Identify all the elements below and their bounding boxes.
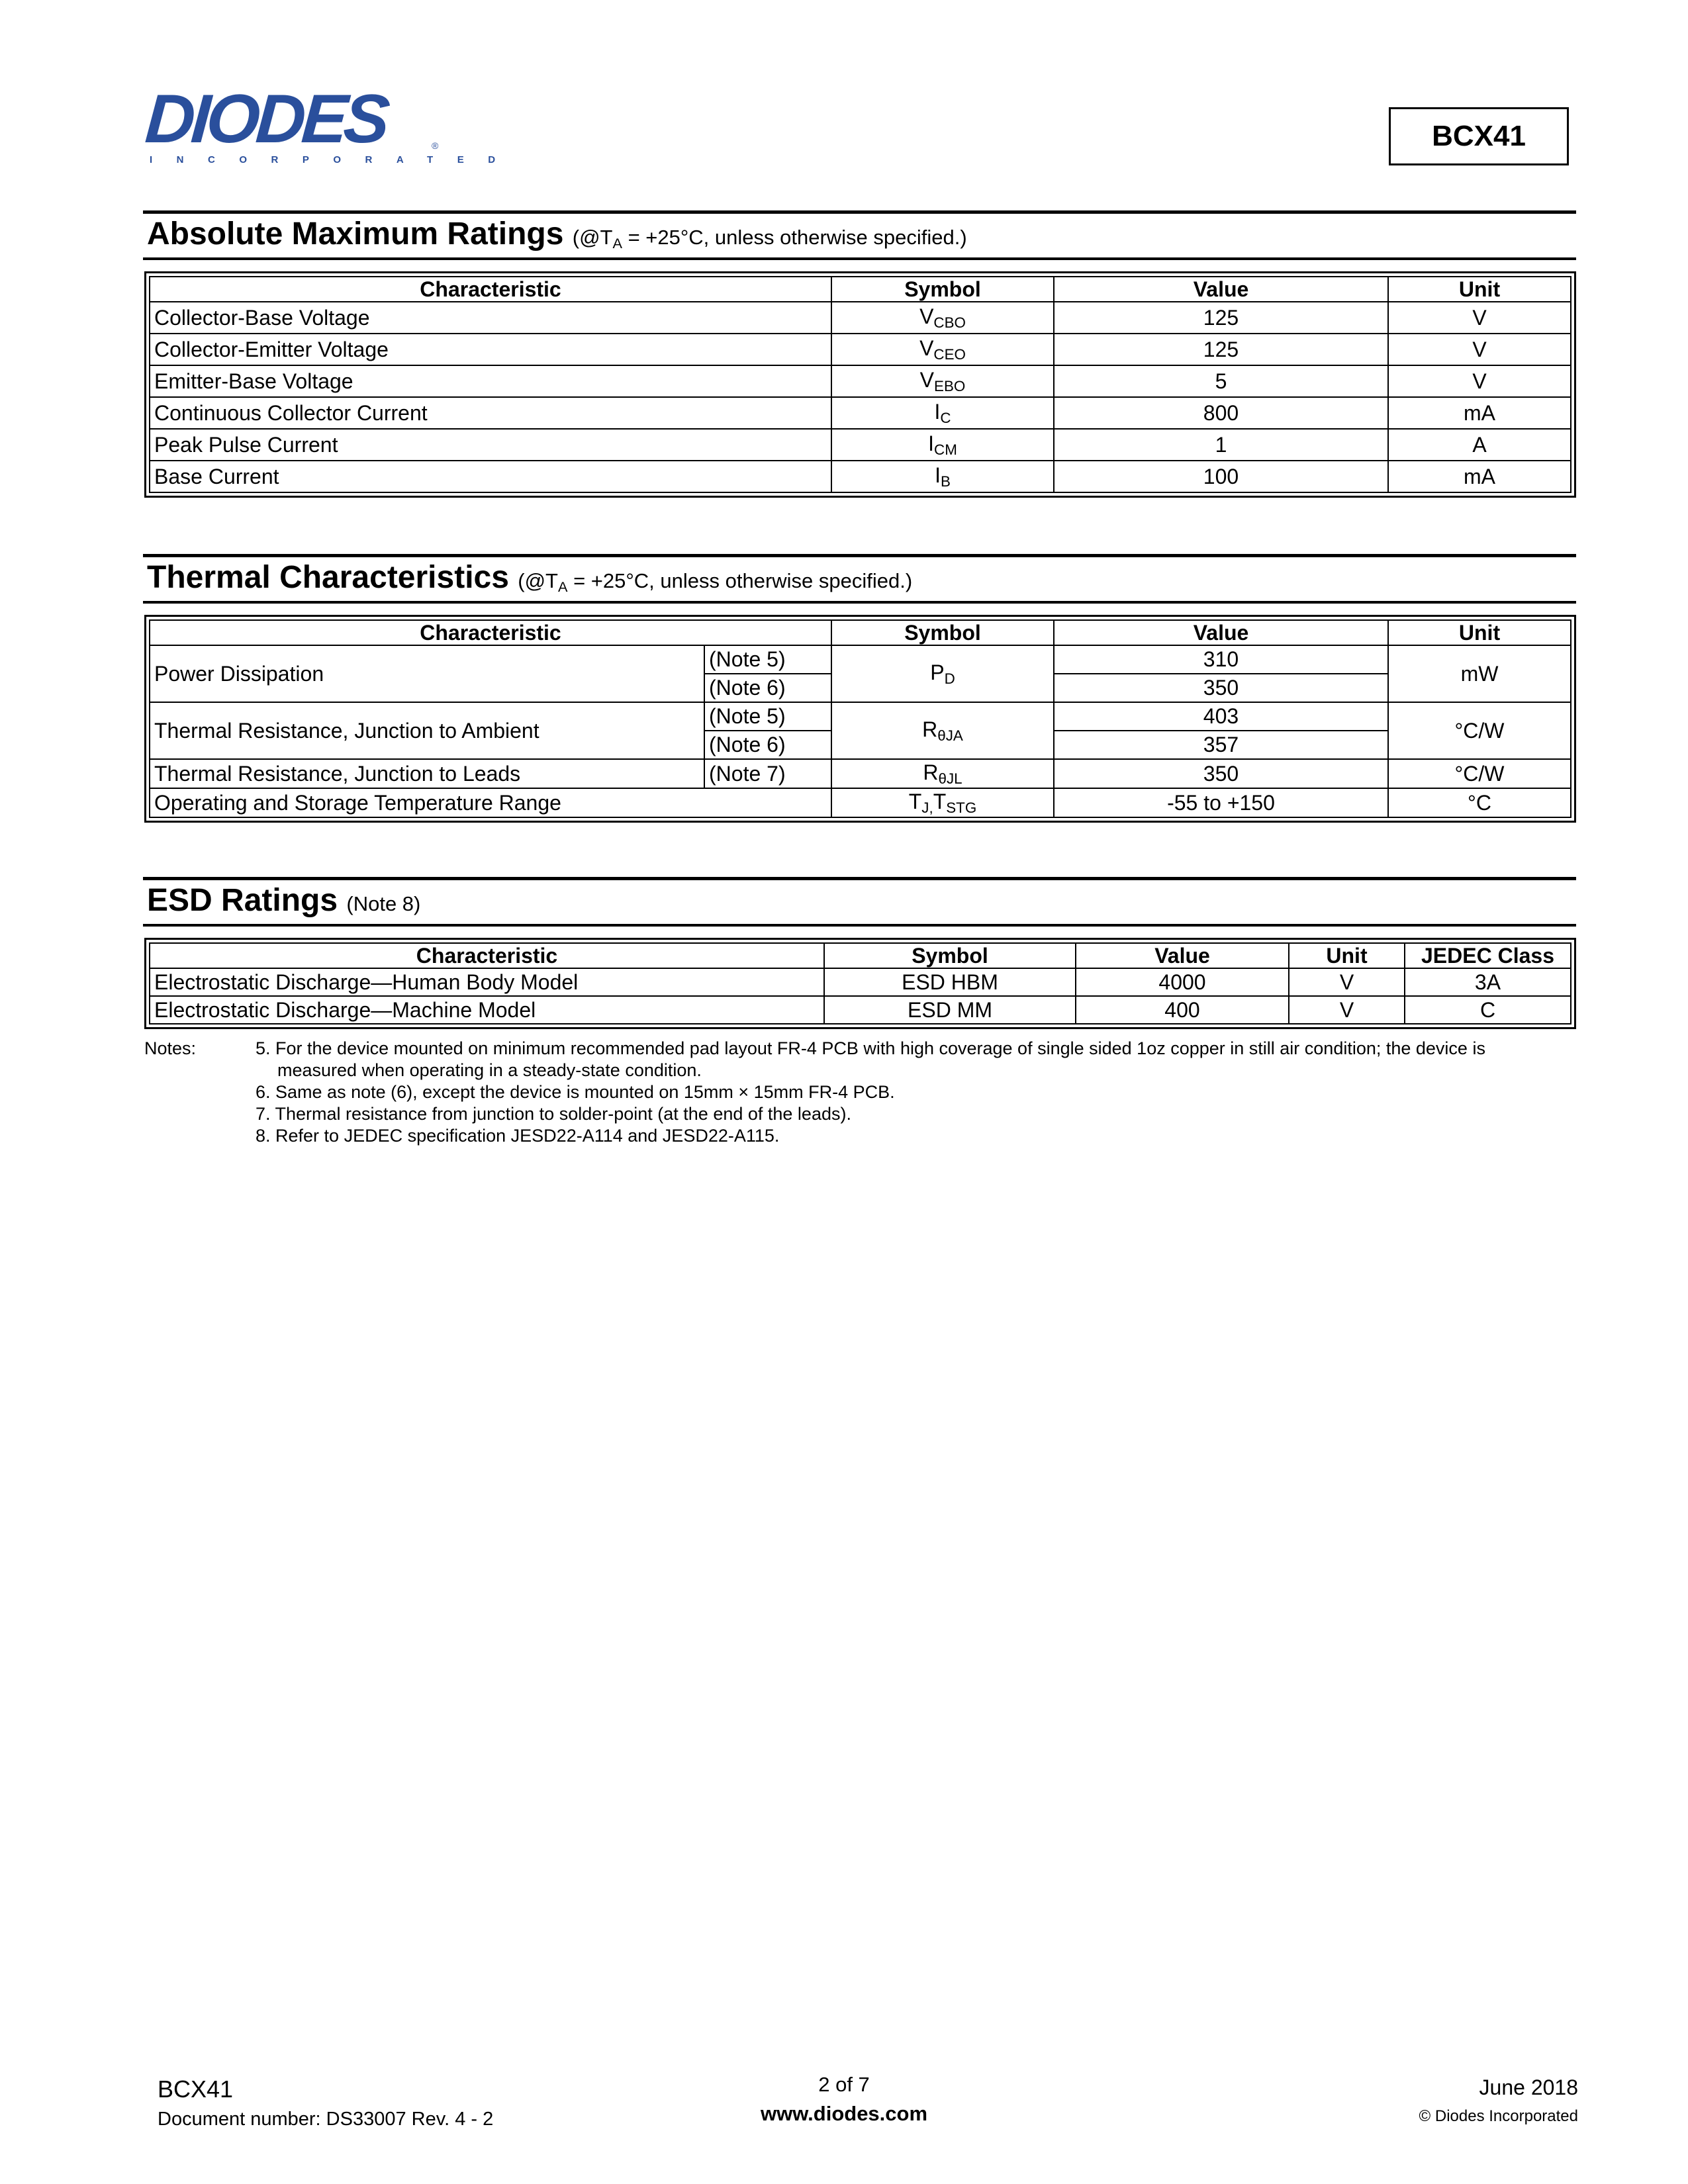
- footer-date: June 2018: [1479, 2075, 1578, 2099]
- cell-unit: mA: [1388, 461, 1571, 492]
- section-rule: [143, 924, 1576, 927]
- cell-unit: °C: [1388, 788, 1571, 817]
- cell-symbol: TJ,TSTG: [831, 788, 1054, 817]
- table-row: [150, 759, 1571, 788]
- section-title-abs-max: [147, 216, 967, 252]
- footer-part-number: BCX41: [158, 2075, 234, 2103]
- note-7: 7. Thermal resistance from junction to solder-point (at the end of the leads).: [256, 1104, 851, 1124]
- cell-symbol: RθJA: [831, 702, 1054, 759]
- cell-unit: V: [1388, 365, 1571, 397]
- header-symbol: Symbol: [831, 277, 1054, 302]
- cell-symbol: IC: [831, 397, 1054, 429]
- table-row: [150, 365, 1571, 397]
- cell-symbol: VCEO: [831, 334, 1054, 365]
- table-row: [150, 702, 1571, 731]
- thermal-condition: (@TA = +25°C, unless otherwise specified.): [518, 569, 913, 596]
- cell-note: (Note 6): [704, 731, 831, 759]
- section-rule: [143, 210, 1576, 214]
- table-header-row: [150, 277, 1571, 302]
- cell-note: (Note 7): [704, 759, 831, 788]
- cell-characteristic: Thermal Resistance, Junction to Leads: [150, 759, 704, 788]
- cell-jedec-class: 3A: [1405, 968, 1571, 996]
- thermal-table: [144, 615, 1576, 823]
- cell-note: (Note 5): [704, 645, 831, 674]
- table-row: [150, 968, 1571, 996]
- cell-note: (Note 6): [704, 674, 831, 702]
- abs-max-table: [144, 271, 1576, 498]
- cell-value: 125: [1054, 334, 1388, 365]
- cell-value: 1: [1054, 429, 1388, 461]
- table-row: [150, 397, 1571, 429]
- header-symbol: Symbol: [831, 620, 1054, 645]
- cell-characteristic: Collector-Base Voltage: [150, 302, 831, 334]
- registered-mark: ®: [432, 140, 439, 151]
- thermal-title: Thermal Characteristics: [147, 560, 509, 595]
- cell-characteristic: Thermal Resistance, Junction to Ambient: [150, 702, 704, 759]
- cell-characteristic: Emitter-Base Voltage: [150, 365, 831, 397]
- cell-unit: V: [1289, 996, 1405, 1024]
- cell-unit: °C/W: [1388, 702, 1571, 759]
- diodes-logo: DIODES: [142, 81, 389, 158]
- cell-value: 403: [1054, 702, 1388, 731]
- table-row: [150, 429, 1571, 461]
- section-rule: [143, 554, 1576, 557]
- header-jedec-class: JEDEC Class: [1405, 943, 1571, 968]
- cell-value: 310: [1054, 645, 1388, 674]
- header-characteristic: Characteristic: [150, 620, 831, 645]
- cell-symbol: ESD MM: [824, 996, 1076, 1024]
- table-row: [150, 302, 1571, 334]
- cell-value: 5: [1054, 365, 1388, 397]
- cell-value: 125: [1054, 302, 1388, 334]
- header-value: Value: [1054, 277, 1388, 302]
- cell-value: 4000: [1076, 968, 1289, 996]
- header-symbol: Symbol: [824, 943, 1076, 968]
- cell-value: -55 to +150: [1054, 788, 1388, 817]
- table-row: [150, 645, 1571, 674]
- cell-symbol: VEBO: [831, 365, 1054, 397]
- cell-symbol: ESD HBM: [824, 968, 1076, 996]
- cell-note: (Note 5): [704, 702, 831, 731]
- cell-characteristic: Power Dissipation: [150, 645, 704, 702]
- cell-characteristic: Continuous Collector Current: [150, 397, 831, 429]
- header-value: Value: [1076, 943, 1289, 968]
- abs-max-condition: (@TA = +25°C, unless otherwise specified.): [572, 226, 967, 252]
- cell-unit: V: [1388, 302, 1571, 334]
- cell-symbol: ICM: [831, 429, 1054, 461]
- header-unit: Unit: [1388, 620, 1571, 645]
- cell-unit: V: [1289, 968, 1405, 996]
- table-row: [150, 334, 1571, 365]
- section-title-esd: [147, 882, 420, 919]
- header-unit: Unit: [1388, 277, 1571, 302]
- cell-symbol: VCBO: [831, 302, 1054, 334]
- table-row: [150, 788, 1571, 817]
- cell-unit: mA: [1388, 397, 1571, 429]
- section-rule: [143, 257, 1576, 260]
- section-rule: [143, 601, 1576, 604]
- esd-table: [144, 938, 1576, 1029]
- cell-value: 357: [1054, 731, 1388, 759]
- notes-label: Notes:: [144, 1038, 197, 1058]
- cell-value: 100: [1054, 461, 1388, 492]
- part-number-box: [1389, 107, 1569, 165]
- cell-symbol: IB: [831, 461, 1054, 492]
- header-unit: Unit: [1289, 943, 1405, 968]
- table-row: [150, 461, 1571, 492]
- abs-max-title: Absolute Maximum Ratings: [147, 216, 564, 251]
- cell-unit: A: [1388, 429, 1571, 461]
- cell-unit: mW: [1388, 645, 1571, 702]
- note-8: 8. Refer to JEDEC specification JESD22-A114 and JESD22-A115.: [256, 1126, 780, 1146]
- cell-unit: °C/W: [1388, 759, 1571, 788]
- header-characteristic: Characteristic: [150, 277, 831, 302]
- table-header-row: [150, 943, 1571, 968]
- cell-value: 350: [1054, 674, 1388, 702]
- footer-document-number: Document number: DS33007 Rev. 4 - 2: [158, 2109, 494, 2130]
- cell-jedec-class: C: [1405, 996, 1571, 1024]
- cell-value: 800: [1054, 397, 1388, 429]
- cell-symbol: RθJL: [831, 759, 1054, 788]
- cell-characteristic: Collector-Emitter Voltage: [150, 334, 831, 365]
- esd-note: (Note 8): [346, 892, 421, 915]
- footer-url[interactable]: www.diodes.com: [760, 2102, 928, 2125]
- cell-characteristic: Electrostatic Discharge—Human Body Model: [150, 968, 824, 996]
- cell-characteristic: Base Current: [150, 461, 831, 492]
- section-title-thermal: [147, 559, 912, 596]
- logo-subtext: INCORPORATED: [150, 154, 520, 165]
- cell-value: 350: [1054, 759, 1388, 788]
- table-header-row: [150, 620, 1571, 645]
- cell-characteristic: Operating and Storage Temperature Range: [150, 788, 831, 817]
- footer-copyright: © Diodes Incorporated: [1419, 2107, 1578, 2125]
- section-rule: [143, 877, 1576, 880]
- note-6: 6. Same as note (6), except the device is mounted on 15mm × 15mm FR-4 PCB.: [256, 1082, 895, 1102]
- table-row: [150, 996, 1571, 1024]
- cell-symbol: PD: [831, 645, 1054, 702]
- header-characteristic: Characteristic: [150, 943, 824, 968]
- part-number: BCX41: [1432, 120, 1526, 152]
- cell-value: 400: [1076, 996, 1289, 1024]
- header-value: Value: [1054, 620, 1388, 645]
- cell-characteristic: Electrostatic Discharge—Machine Model: [150, 996, 824, 1024]
- cell-unit: V: [1388, 334, 1571, 365]
- cell-characteristic: Peak Pulse Current: [150, 429, 831, 461]
- note-5: 5. For the device mounted on minimum recommended pad layout FR-4 PCB with high coverage of single sided 1oz copper in still air condition; the device is measured when operating in a steady-state condition.: [256, 1038, 1485, 1080]
- footer-page-number: 2 of 7: [818, 2073, 870, 2096]
- esd-title: ESD Ratings: [147, 883, 338, 918]
